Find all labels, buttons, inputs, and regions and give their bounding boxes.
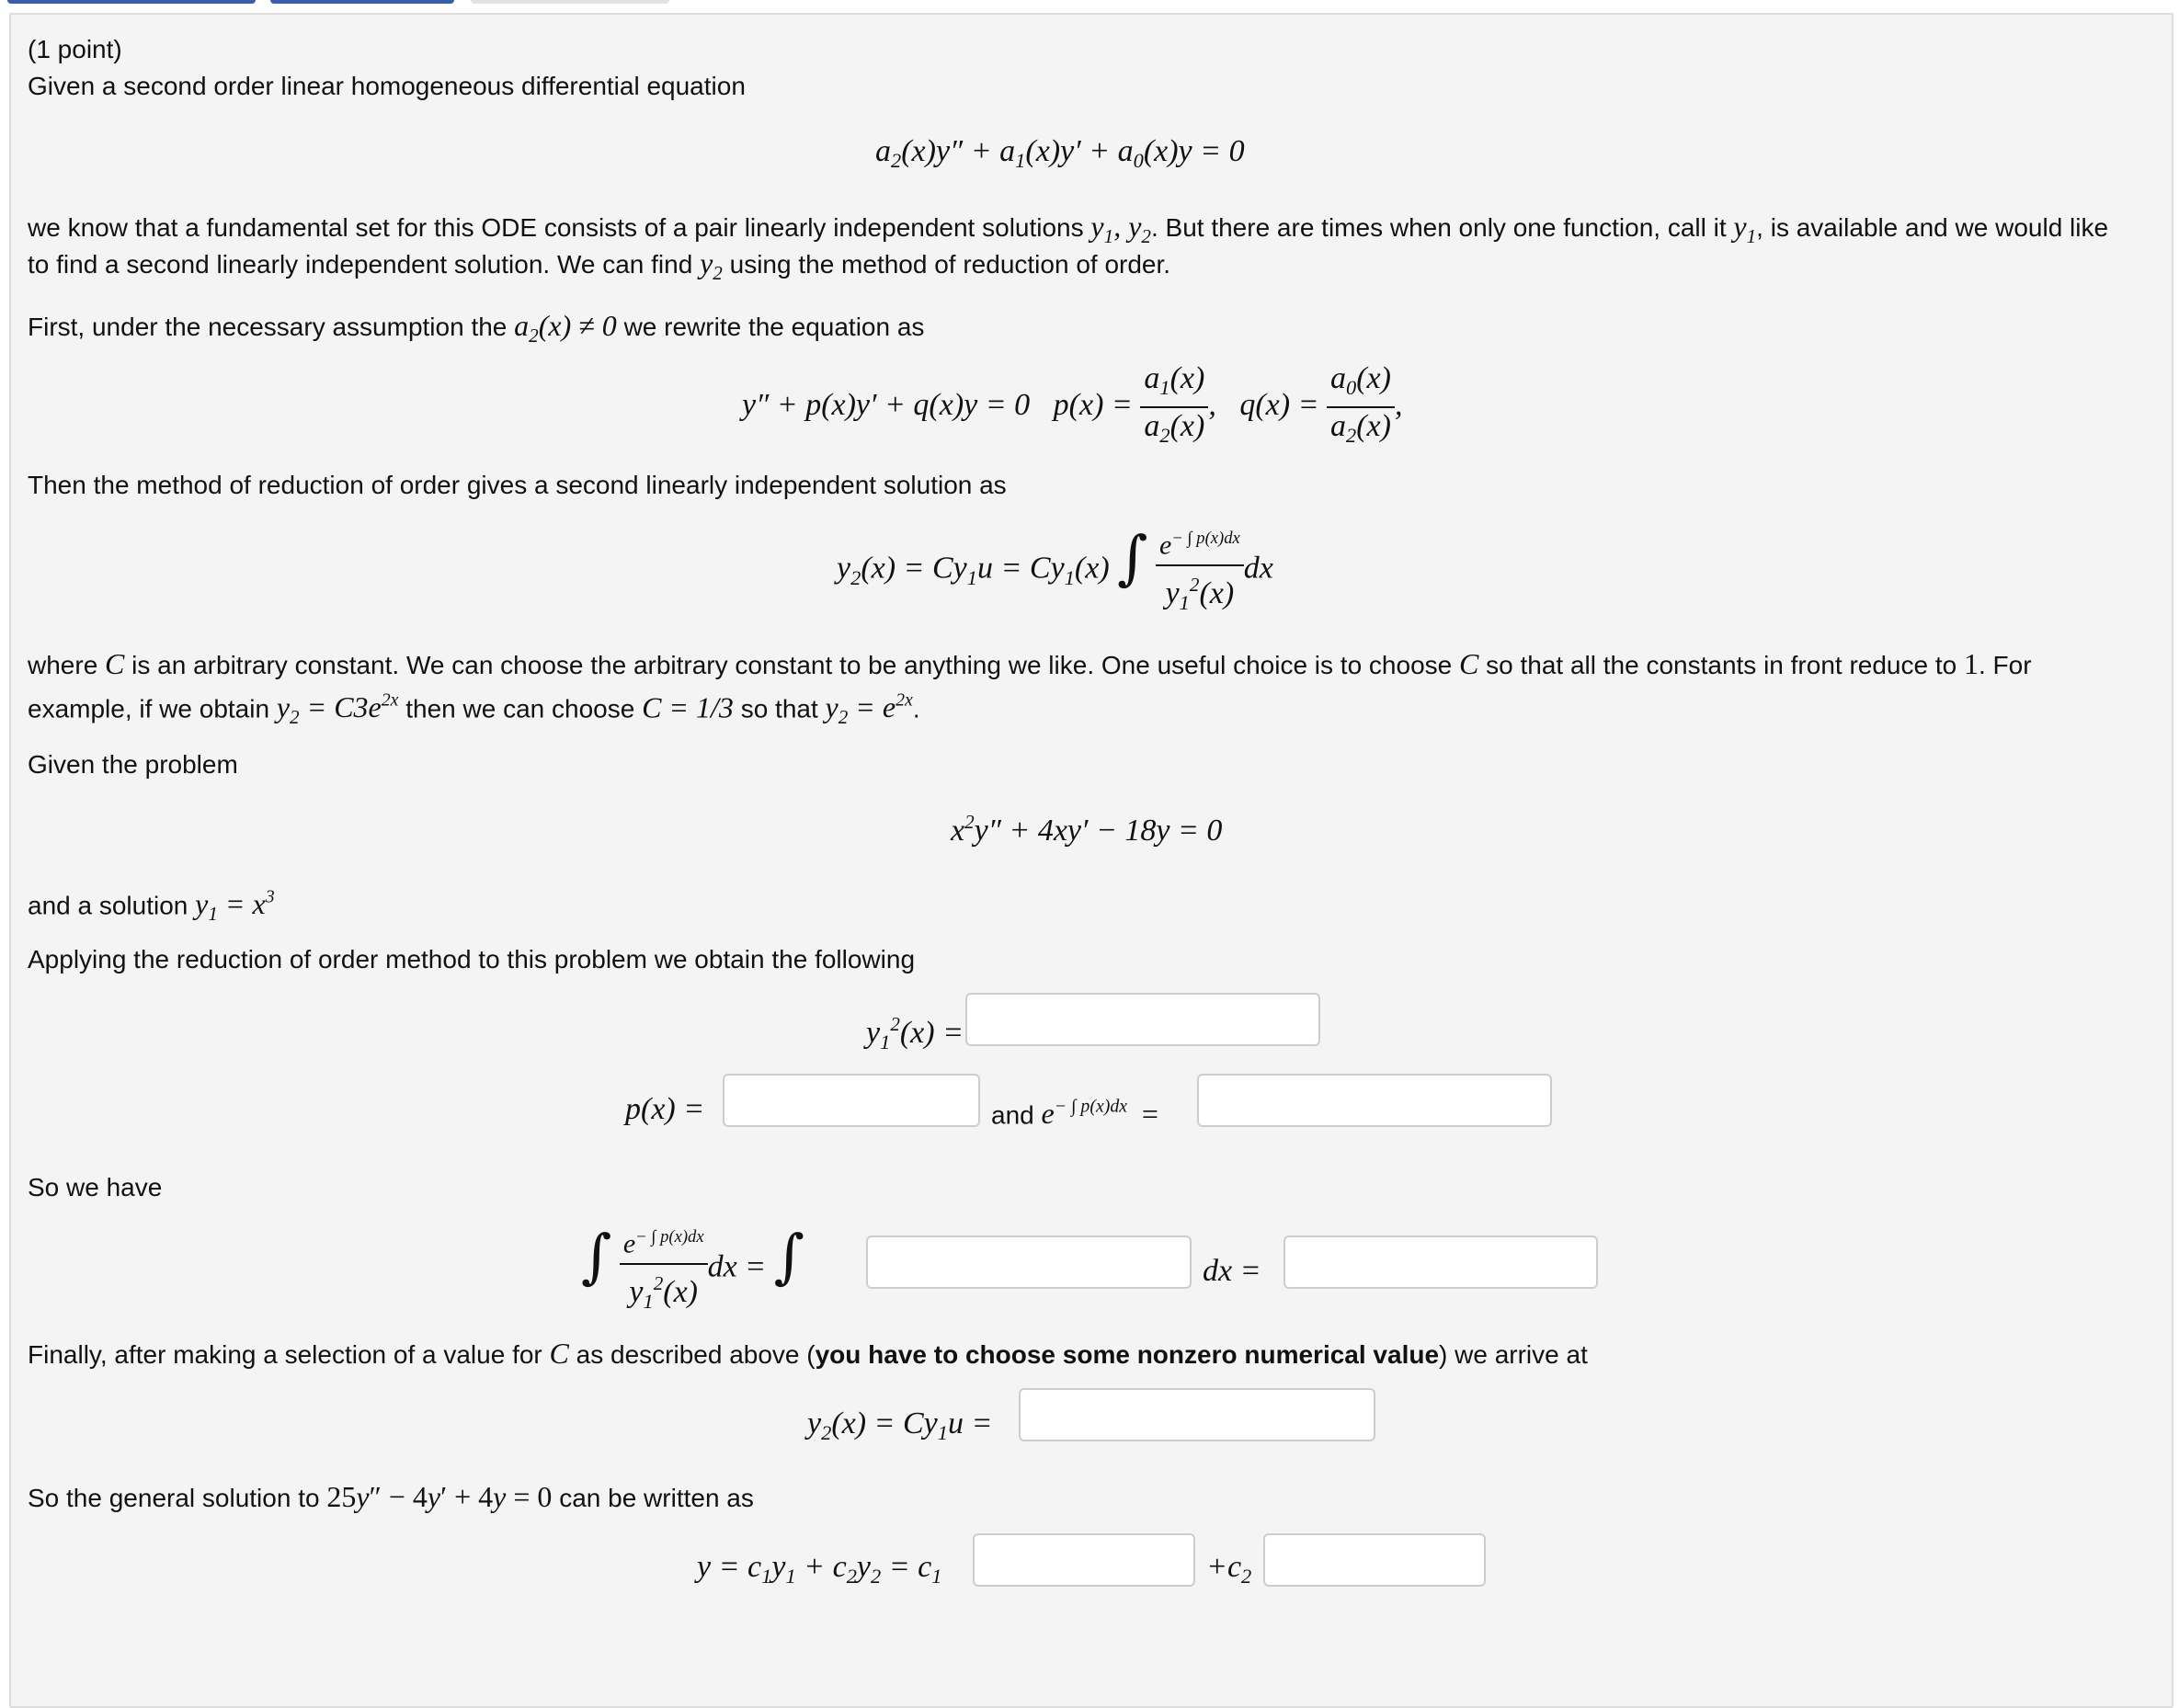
intro-text: Given a second order linear homogeneous differential equation [28, 72, 746, 100]
given-solution-text: and a solution $y_1 = x^3$ [28, 887, 275, 926]
general-solution-formula: $y = c_1y_1 + c_2y_2 = c_1$ [697, 1550, 942, 1588]
c1-coefficient-input[interactable] [973, 1533, 1195, 1587]
ode-general-equation: $a_2(x)y'' + a_1(x)y' + a_0(x)y = 0$ [875, 134, 1245, 173]
constant-paragraph-line2: example, if we obtain $y_2 = C3e^{2x}$ then we can choose C = 1/3 so that $y_2 = e^{2x}$. [28, 690, 920, 729]
so-we-have-label: So we have [28, 1173, 163, 1201]
y2-input[interactable] [1019, 1388, 1375, 1441]
points-label: (1 point) [28, 35, 122, 63]
tab-1[interactable] [7, 0, 256, 4]
fundamental-set-paragraph-line2: to find a second linearly independent solution. We can find $y_2$ using the method of reduction of order. [28, 246, 1171, 284]
y1-squared-input[interactable] [965, 993, 1320, 1046]
general-solution-text: So the general solution to 25y″ − 4y′ + 4y = 0 can be written as [28, 1480, 754, 1513]
fundamental-set-paragraph-line1: we know that a fundamental set for this ODE consists of a pair linearly independent solutions $y_1$, $y_2$. But there are times when only one function, call it $y_1$, is available and we would like [28, 210, 2109, 247]
c2-coefficient-input[interactable] [1263, 1533, 1486, 1587]
tab-2[interactable] [270, 0, 454, 4]
problem-panel [9, 13, 2173, 1708]
exp-neg-int-input[interactable] [1197, 1074, 1552, 1127]
assumption-paragraph: First, under the necessary assumption the $a_2(x) \ne 0$ we rewrite the equation as [28, 309, 925, 347]
p-of-x-input[interactable] [723, 1074, 980, 1127]
y2-result-label: $y_2(x) = Cy_1u$ = [807, 1406, 993, 1445]
p-of-x-label: p(x) = [625, 1092, 705, 1126]
applying-text: Applying the reduction of order method to this problem we obtain the following [28, 945, 916, 974]
exp-neg-int-label: and $e^{- \int p(x)dx}$ = [991, 1097, 1158, 1131]
top-tab-strip [0, 0, 2179, 7]
reduction-formula: $y_2(x) = Cy_1u = Cy_1(x)$ ∫ $\frac{e^{- \int p(x)dx}}{y_1^2(x)}$ dx [837, 520, 1273, 621]
dx-equals-label: dx = [1203, 1254, 1261, 1288]
integral-result-input[interactable] [1283, 1235, 1598, 1289]
reduction-intro-text: Then the method of reduction of order gives a second linearly independent solution as [28, 471, 1007, 499]
integrand-input[interactable] [866, 1235, 1192, 1289]
y1-squared-label: $y_1^2(x)$ = [866, 1013, 964, 1054]
given-problem-label: Given the problem [28, 750, 238, 779]
specific-ode: $x^2y'' + 4xy' - 18y = 0$ [951, 811, 1223, 848]
standard-form-equation: y″ + p(x)y′ + q(x)y = 0 p(x) = $\frac{a_1(x)}{a_2(x)}$ , q(x) = $\frac{a_0(x)}{a_2(x)}$ , [742, 361, 1403, 448]
integral-expression: ∫ $\frac{e^{- \int p(x)dx}}{y_1^2(x)}$ dx = ∫ [581, 1219, 804, 1320]
constant-paragraph-line1: where C is an arbitrary constant. We can choose the arbitrary constant to be anything we like. One useful choice is to choose C so that all the constants in front reduce to 1. For [28, 647, 2032, 680]
tab-3[interactable] [471, 0, 669, 4]
finally-text: Finally, after making a selection of a value for C as described above (you have to choose some nonzero numerical value) we arrive at [28, 1337, 1588, 1370]
plus-c2-label: $+c_2$ [1206, 1550, 1252, 1588]
